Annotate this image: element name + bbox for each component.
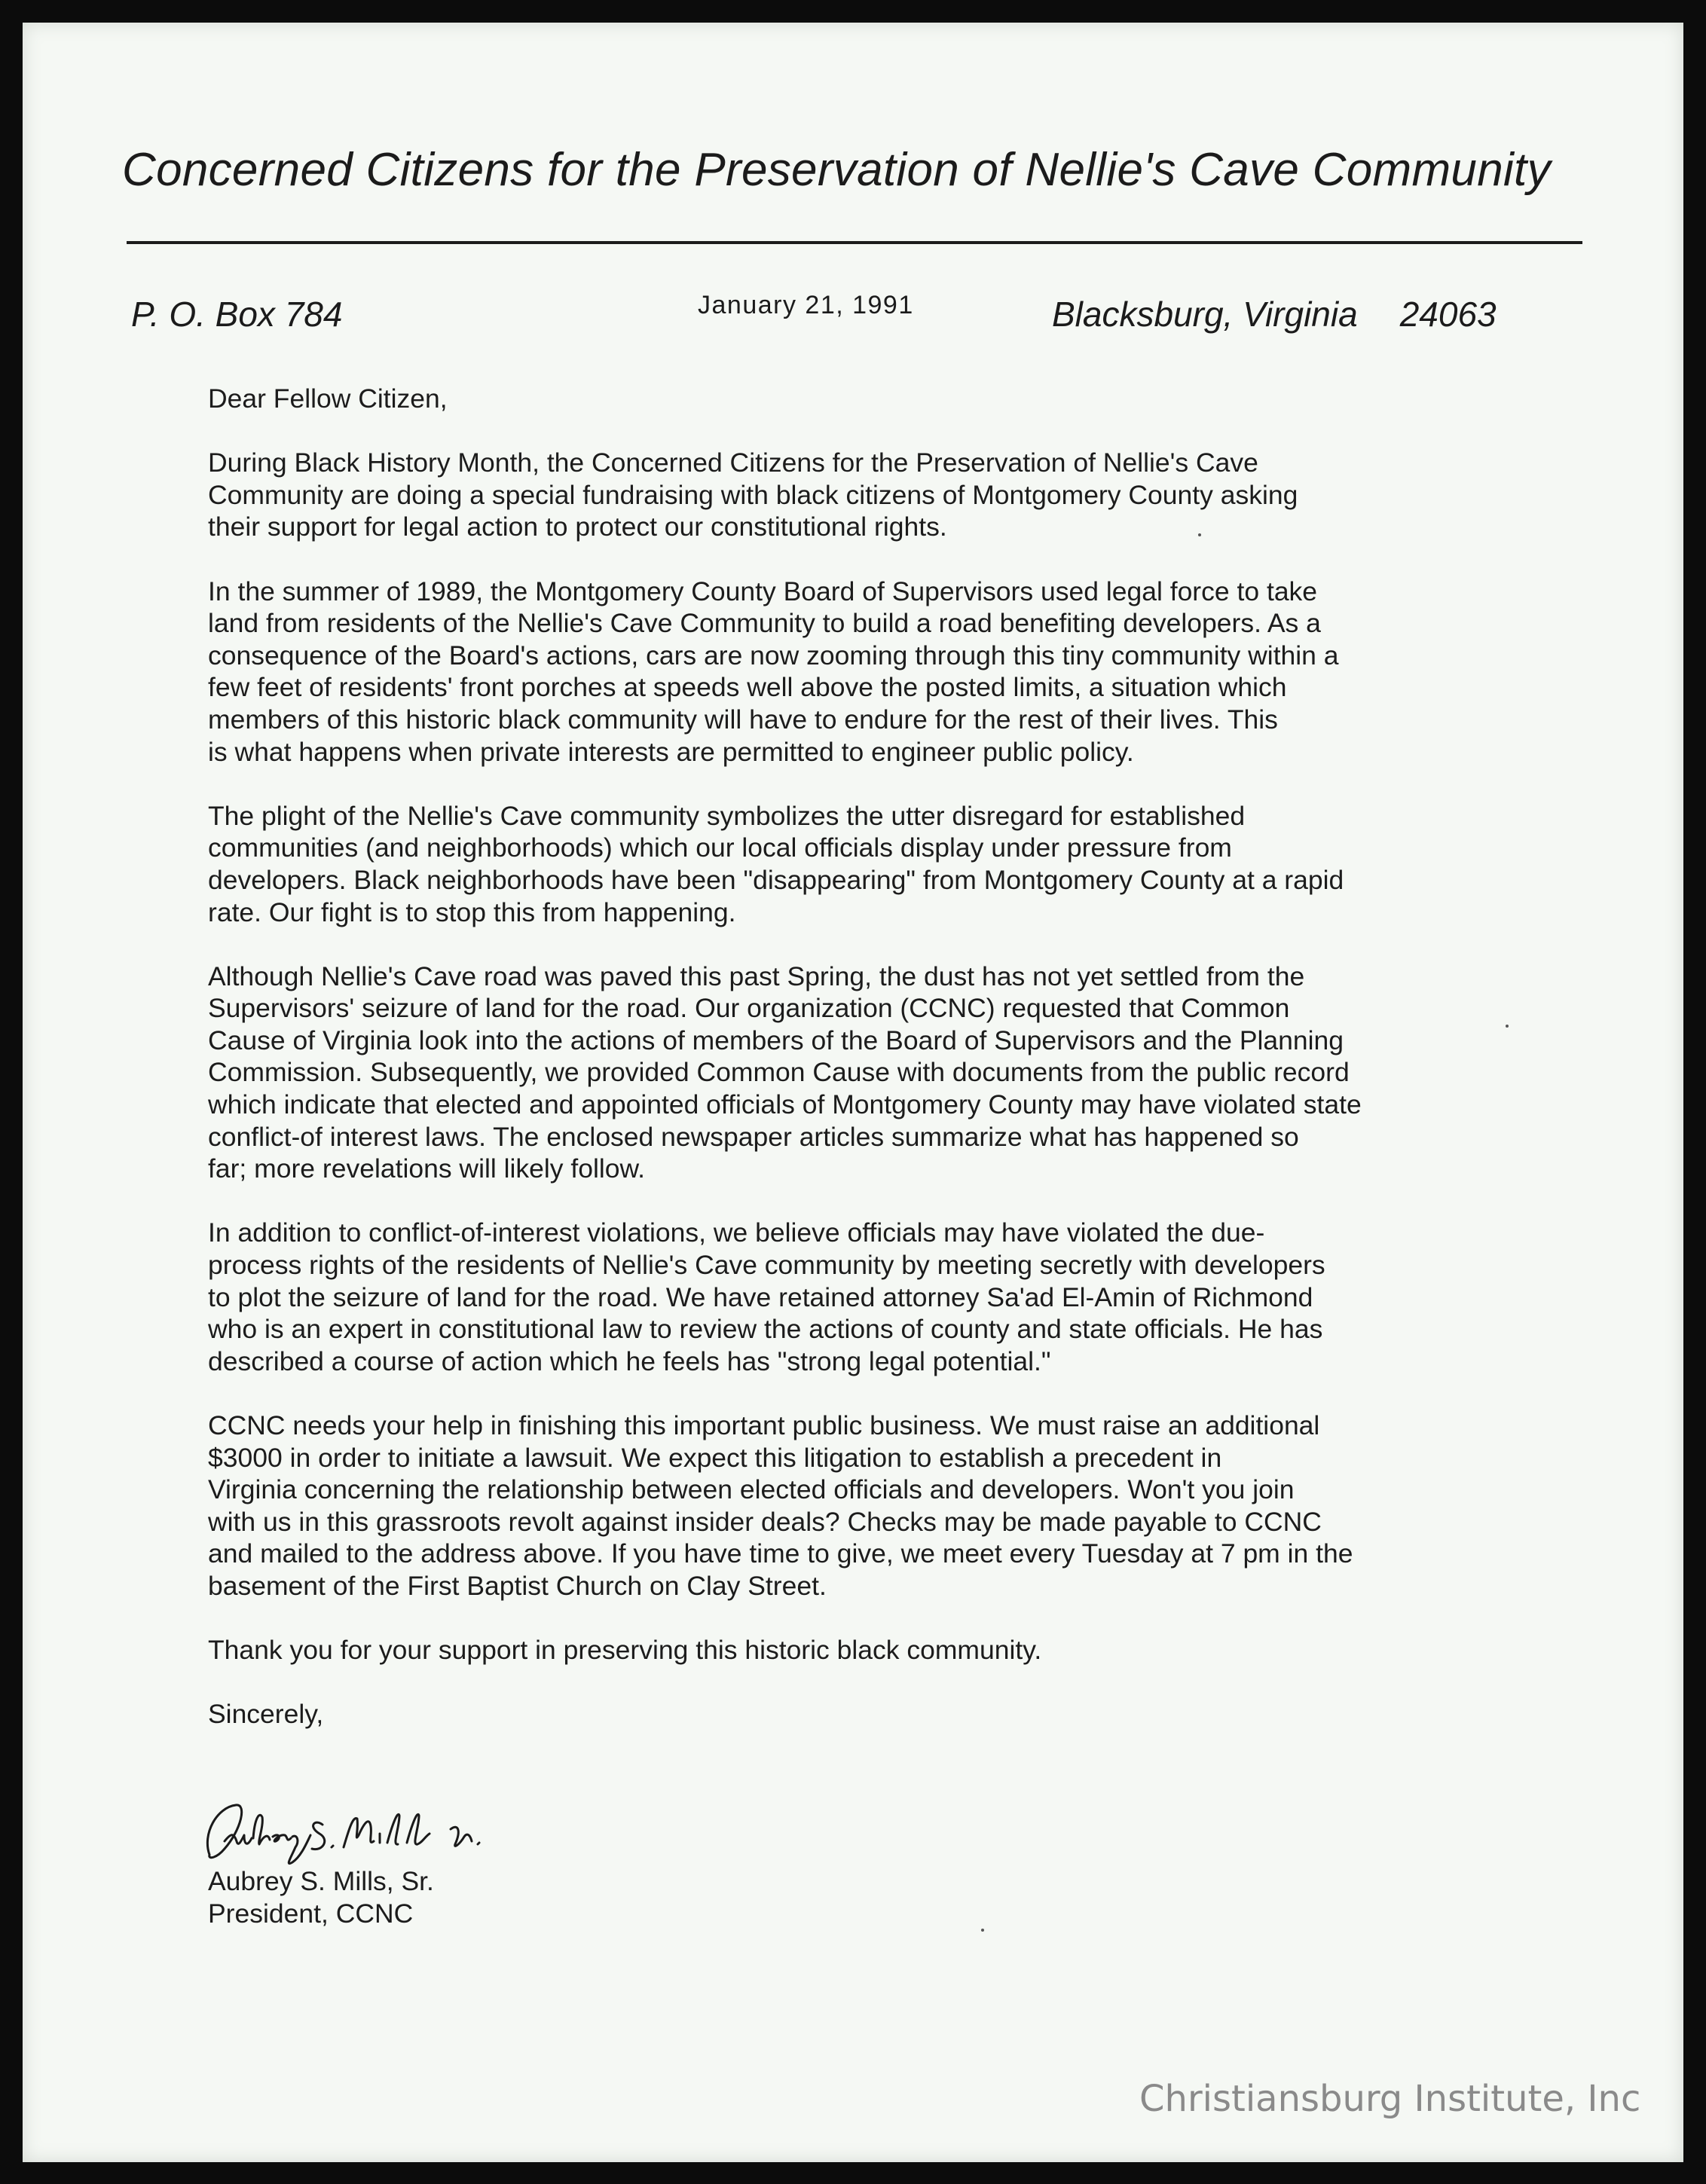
letter-page [23,23,1683,2162]
paragraph-line: to plot the seizure of land for the road. We have retained attorney Sa'ad El-Amin of Richmond [208,1281,1313,1312]
paragraph-line: process rights of the residents of Nellie's Cave community by meeting secretly with developers [208,1250,1325,1281]
signer-title: President, CCNC [208,1898,414,1929]
paragraph-line: Cause of Virginia look into the actions of members of the Board of Supervisors and the Planning [208,1025,1344,1055]
zip-code: 24063 [1399,295,1497,334]
paragraph-line: with us in this grassroots revolt against insider deals? Checks may be made payable to CCNC [208,1506,1322,1537]
closing [208,1698,1587,1730]
signature-image [194,1788,571,1871]
salutation-line: Dear Fellow Citizen, [208,383,448,414]
paragraph-line: conflict-of interest laws. The enclosed newspaper articles summarize what has happened so [208,1121,1299,1152]
paragraph-4 [208,961,1587,1185]
paragraph-line: who is an expert in constitutional law to review the actions of county and state officials. He has [208,1314,1323,1345]
organization-name: Concerned Citizens for the Preservation of Nellie's Cave Community [122,144,1551,196]
letterhead-divider [127,241,1582,244]
paragraph-line: which indicate that elected and appointed officials of Montgomery County may have violated state [208,1089,1362,1120]
paragraph-line: rate. Our fight is to stop this from happening. [208,897,736,927]
closing-line: Sincerely, [208,1699,324,1730]
paragraph-line: The plight of the Nellie's Cave community symbolizes the utter disregard for established [208,800,1246,831]
paragraph-2 [208,576,1587,768]
paragraph-line: communities (and neighborhoods) which our local officials display under pressure from [208,832,1232,863]
paragraph-line: land from residents of the Nellie's Cave Community to build a road benefiting developers. As a [208,608,1321,639]
city-state: Blacksburg, Virginia [1052,295,1358,334]
paper-speck [1198,533,1201,536]
letter-date: January 21, 1991 [698,291,914,319]
paper-speck [981,1929,984,1932]
paragraph-line: described a course of action which he feels has "strong legal potential." [208,1346,1051,1376]
paragraph-line: basement of the First Baptist Church on Clay Street. [208,1570,827,1601]
letter-body [208,383,1587,1763]
archive-watermark: Christiansburg Institute, Inc [1139,2078,1641,2120]
paragraph-line: In the summer of 1989, the Montgomery County Board of Supervisors used legal force to take [208,576,1318,606]
paragraph-line: far; more revelations will likely follow. [208,1153,646,1184]
salutation [208,383,1587,415]
paragraph-line: $3000 in order to initiate a lawsuit. We expect this litigation to establish a precedent in [208,1442,1222,1473]
paragraph-line: Virginia concerning the relationship between elected officials and developers. Won't you join [208,1474,1295,1505]
paragraph-5 [208,1217,1587,1377]
paragraph-line: Supervisors' seizure of land for the road. Our organization (CCNC) requested that Common [208,993,1290,1024]
paper-speck [1506,1025,1509,1028]
paragraph-line: Although Nellie's Cave road was paved this past Spring, the dust has not yet settled from the [208,961,1305,991]
paragraph-line: few feet of residents' front porches at speeds well above the posted limits, a situation which [208,672,1287,703]
signer-name: Aubrey S. Mills, Sr. [208,1866,434,1896]
po-box: P. O. Box 784 [131,295,343,334]
paragraph-line: Thank you for your support in preserving this historic black community. [208,1635,1042,1666]
city-address [1052,294,1497,334]
paragraph-line: Commission. Subsequently, we provided Common Cause with documents from the public record [208,1057,1350,1088]
paragraph-line: consequence of the Board's actions, cars are now zooming through this tiny community within a [208,640,1339,670]
paragraph-line: During Black History Month, the Concerned Citizens for the Preservation of Nellie's Cave [208,447,1258,478]
paragraph-line: is what happens when private interests are permitted to engineer public policy. [208,736,1134,767]
paragraph-line: their support for legal action to protect our constitutional rights. [208,512,947,542]
paragraph-line: Community are doing a special fundraising with black citizens of Montgomery County asking [208,479,1298,510]
paragraph-line: CCNC needs your help in finishing this important public business. We must raise an additional [208,1410,1320,1440]
paragraph-line: members of this historic black community will have to endure for the rest of their lives. This [208,704,1278,735]
paragraph-line: In addition to conflict-of-interest violations, we believe officials may have violated the due- [208,1217,1265,1248]
paragraph-line: developers. Black neighborhoods have been "disappearing" from Montgomery County at a rapid [208,864,1344,895]
paragraph-7 [208,1634,1587,1666]
paragraph-6 [208,1410,1587,1602]
paragraph-1 [208,447,1587,543]
paragraph-3 [208,800,1587,928]
paragraph-line: and mailed to the address above. If you have time to give, we meet every Tuesday at 7 pm in the [208,1538,1353,1569]
